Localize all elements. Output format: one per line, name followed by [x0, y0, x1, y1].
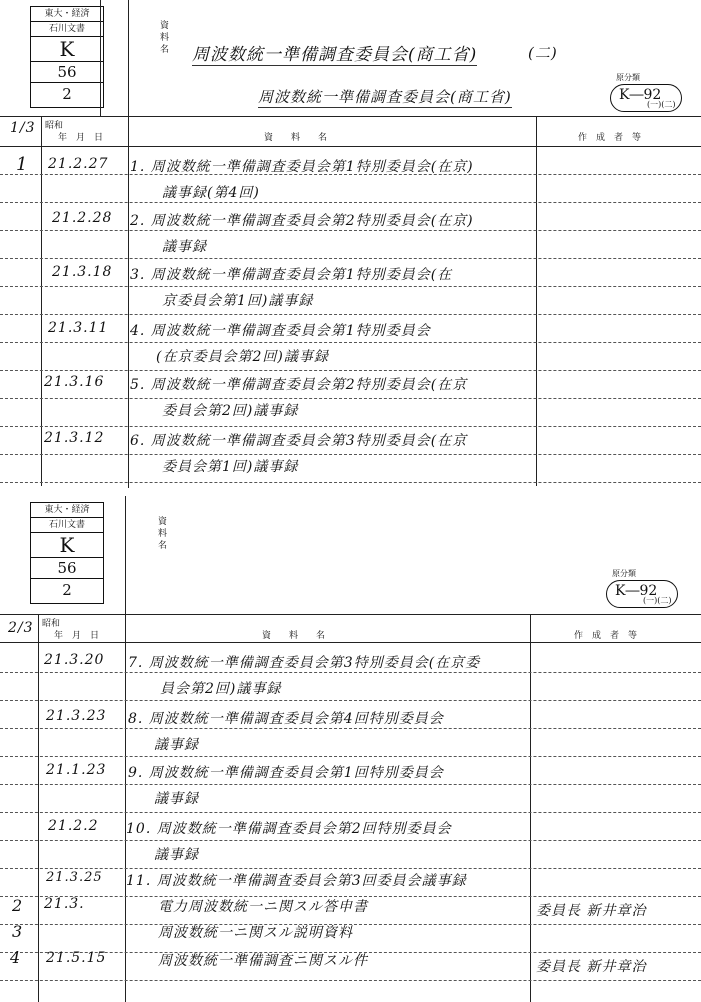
row-title-line1: 11. 周波数統一準備調査委員会第3回委員会議事録	[126, 873, 467, 889]
row-title-line2: 議事録	[154, 847, 199, 863]
classification-code: K―92	[619, 87, 662, 103]
material-name-label: 資料名	[158, 517, 168, 551]
title-paren: (二)	[528, 44, 558, 62]
stamp-line2: 石川文書	[31, 518, 103, 533]
row-title-line1: 3. 周波数統一準備調査委員会第1特別委員会(在	[130, 267, 453, 283]
material-name-label: 資料名	[160, 21, 170, 55]
col-era: 昭和	[45, 121, 64, 131]
row-date: 21.2.28	[52, 210, 113, 226]
stamp-line1: 東大・経済	[31, 503, 103, 518]
classification-code: K―92	[615, 583, 658, 599]
row-title-line1: 6. 周波数統一準備調査委員会第3特別委員会(在京	[130, 433, 468, 449]
classification-label: 原分類	[616, 73, 640, 82]
row-date: 21.3.	[44, 896, 85, 912]
row-date: 21.2.27	[48, 156, 109, 172]
row-number: 1	[16, 154, 29, 175]
row-title-line2: 員会第2回)議事録	[160, 681, 282, 697]
row-title-line2: 議事録(第4回)	[162, 185, 260, 201]
stamp-line1: 東大・経済	[31, 7, 103, 22]
row-date: 21.3.12	[44, 430, 105, 446]
row-title-line1: 周波数統一ニ関スル説明資料	[158, 925, 353, 941]
stamp-num: 56	[31, 558, 103, 579]
row-title-line2: 議事録	[154, 791, 199, 807]
col-date: 年 月 日	[54, 631, 100, 641]
row-number: 2	[12, 896, 24, 915]
row-title-line2: 委員会第1回)議事録	[162, 459, 299, 475]
classification-sub: (一)(二)	[643, 596, 672, 605]
row-date: 21.5.15	[46, 950, 107, 966]
row-title-line1: 5. 周波数統一準備調査委員会第2特別委員会(在京	[130, 377, 468, 393]
row-title-line1: 周波数統一準備調査ニ関スル件	[158, 953, 368, 969]
col-author: 作 成 者 等	[574, 631, 638, 641]
archive-stamp	[30, 502, 104, 604]
stamp-code: K	[31, 37, 103, 62]
stamp-num: 56	[31, 62, 103, 83]
row-title-line1: 8. 周波数統一準備調査委員会第4回特別委員会	[128, 711, 444, 727]
row-number: 4	[10, 948, 22, 967]
page-number: 2/3	[8, 620, 34, 636]
row-title-line2: 議事録	[154, 737, 199, 753]
classification-label: 原分類	[612, 569, 636, 578]
row-date: 21.3.23	[46, 708, 107, 724]
stamp-sub: 2	[62, 85, 72, 103]
row-author: 委員長 新井章治	[536, 959, 647, 975]
row-author: 委員長 新井章治	[536, 903, 647, 919]
page-title: 周波数統一準備調査委員会(商工省)	[192, 40, 477, 66]
col-author: 作 成 者 等	[578, 133, 642, 143]
row-date: 21.1.23	[46, 762, 107, 778]
row-date: 21.3.16	[44, 374, 105, 390]
row-title-line1: 電力周波数統一ニ関スル答申書	[158, 899, 368, 915]
row-title-line1: 7. 周波数統一準備調査委員会第3特別委員会(在京委	[128, 655, 481, 671]
row-date: 21.2.2	[48, 818, 99, 834]
row-title-line1: 10. 周波数統一準備調査委員会第2回特別委員会	[126, 821, 452, 837]
classification-sub: (一)(二)	[647, 100, 676, 109]
page-subtitle: 周波数統一準備調査委員会(商工省)	[258, 88, 512, 106]
page-number: 1/3	[10, 120, 36, 136]
row-title-line2: (在京委員会第2回)議事録	[156, 349, 329, 365]
row-title-line2: 議事録	[162, 239, 207, 255]
row-date: 21.3.18	[52, 264, 113, 280]
row-title-line1: 4. 周波数統一準備調査委員会第1特別委員会	[130, 323, 431, 339]
row-number: 3	[12, 922, 24, 941]
classification-badge	[610, 84, 682, 112]
row-date: 21.3.20	[44, 652, 105, 668]
col-date: 年 月 日	[58, 133, 104, 143]
row-title-line1: 1. 周波数統一準備調査委員会第1特別委員会(在京)	[130, 159, 474, 175]
classification-badge	[606, 580, 678, 608]
row-title-line2: 委員会第2回)議事録	[162, 403, 299, 419]
row-date: 21.3.11	[48, 320, 109, 336]
archive-stamp	[30, 6, 104, 108]
col-material: 資 料 名	[262, 631, 326, 641]
row-title-line1: 2. 周波数統一準備調査委員会第2特別委員会(在京)	[130, 213, 474, 229]
col-material: 資 料 名	[264, 133, 328, 143]
col-era: 昭和	[42, 619, 61, 629]
row-title-line1: 9. 周波数統一準備調査委員会第1回特別委員会	[128, 765, 444, 781]
stamp-code: K	[31, 533, 103, 558]
row-date: 21.3.25	[46, 870, 103, 885]
stamp-sub: 2	[62, 581, 72, 599]
stamp-line2: 石川文書	[31, 22, 103, 37]
row-title-line2: 京委員会第1回)議事録	[162, 293, 314, 309]
